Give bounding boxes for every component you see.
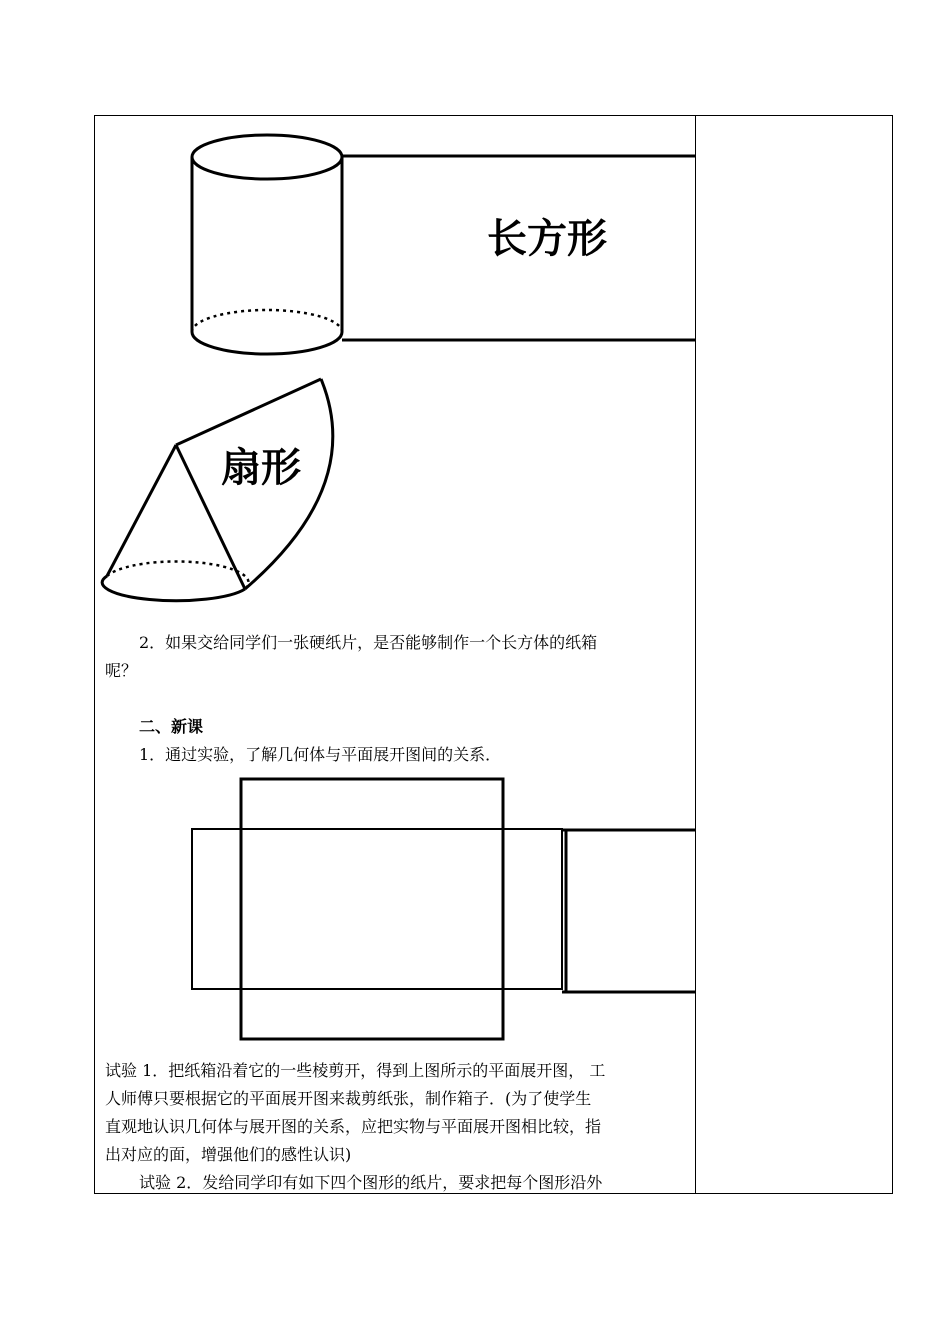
question-2-line1: 2．如果交给同学们一张硬纸片，是否能够制作一个长方体的纸箱 (139, 633, 598, 652)
rectangle-label: 长方形 (487, 216, 607, 262)
item-1: 1．通过实验，了解几何体与平面展开图间的关系． (139, 745, 502, 764)
box-net-tall-rect (241, 779, 503, 1039)
experiment-1-line2: 人师傅只要根据它的平面展开图来裁剪纸张，制作箱子．(为了使学生 (105, 1089, 592, 1108)
sector-label: 扇形 (221, 445, 301, 491)
sector-radius-edge (176, 379, 321, 445)
cylinder-bottom-back (192, 310, 342, 332)
question-2-line2: 呢？ (105, 661, 138, 680)
experiment-1-line4: 出对应的面，增强他们的感性认识) (105, 1145, 352, 1164)
cone-left-edge (107, 445, 176, 576)
experiment-2-line1: 试验 2．发给同学印有如下四个图形的纸片，要求把每个图形沿外 (139, 1173, 603, 1192)
experiment-1-line3: 直观地认识几何体与展开图的关系，应把实物与平面展开图相比较，指 (105, 1117, 602, 1136)
cone-net-figure (95, 371, 695, 611)
box-net-figure (95, 771, 695, 1051)
experiment-1-line1: 试验 1．把纸箱沿着它的一些棱剪开，得到上图所示的平面展开图， 工 (105, 1061, 606, 1080)
cylinder-top-ellipse (192, 135, 342, 179)
box-net-wide-rect (192, 829, 562, 989)
section-heading: 二、新课 (139, 717, 204, 736)
main-column (95, 116, 695, 1193)
table-frame (94, 115, 893, 1194)
cone-base-front (102, 576, 245, 601)
cylinder-bottom-front (192, 332, 342, 354)
cone-base-back (107, 561, 249, 589)
cylinder-net-figure (95, 116, 695, 356)
